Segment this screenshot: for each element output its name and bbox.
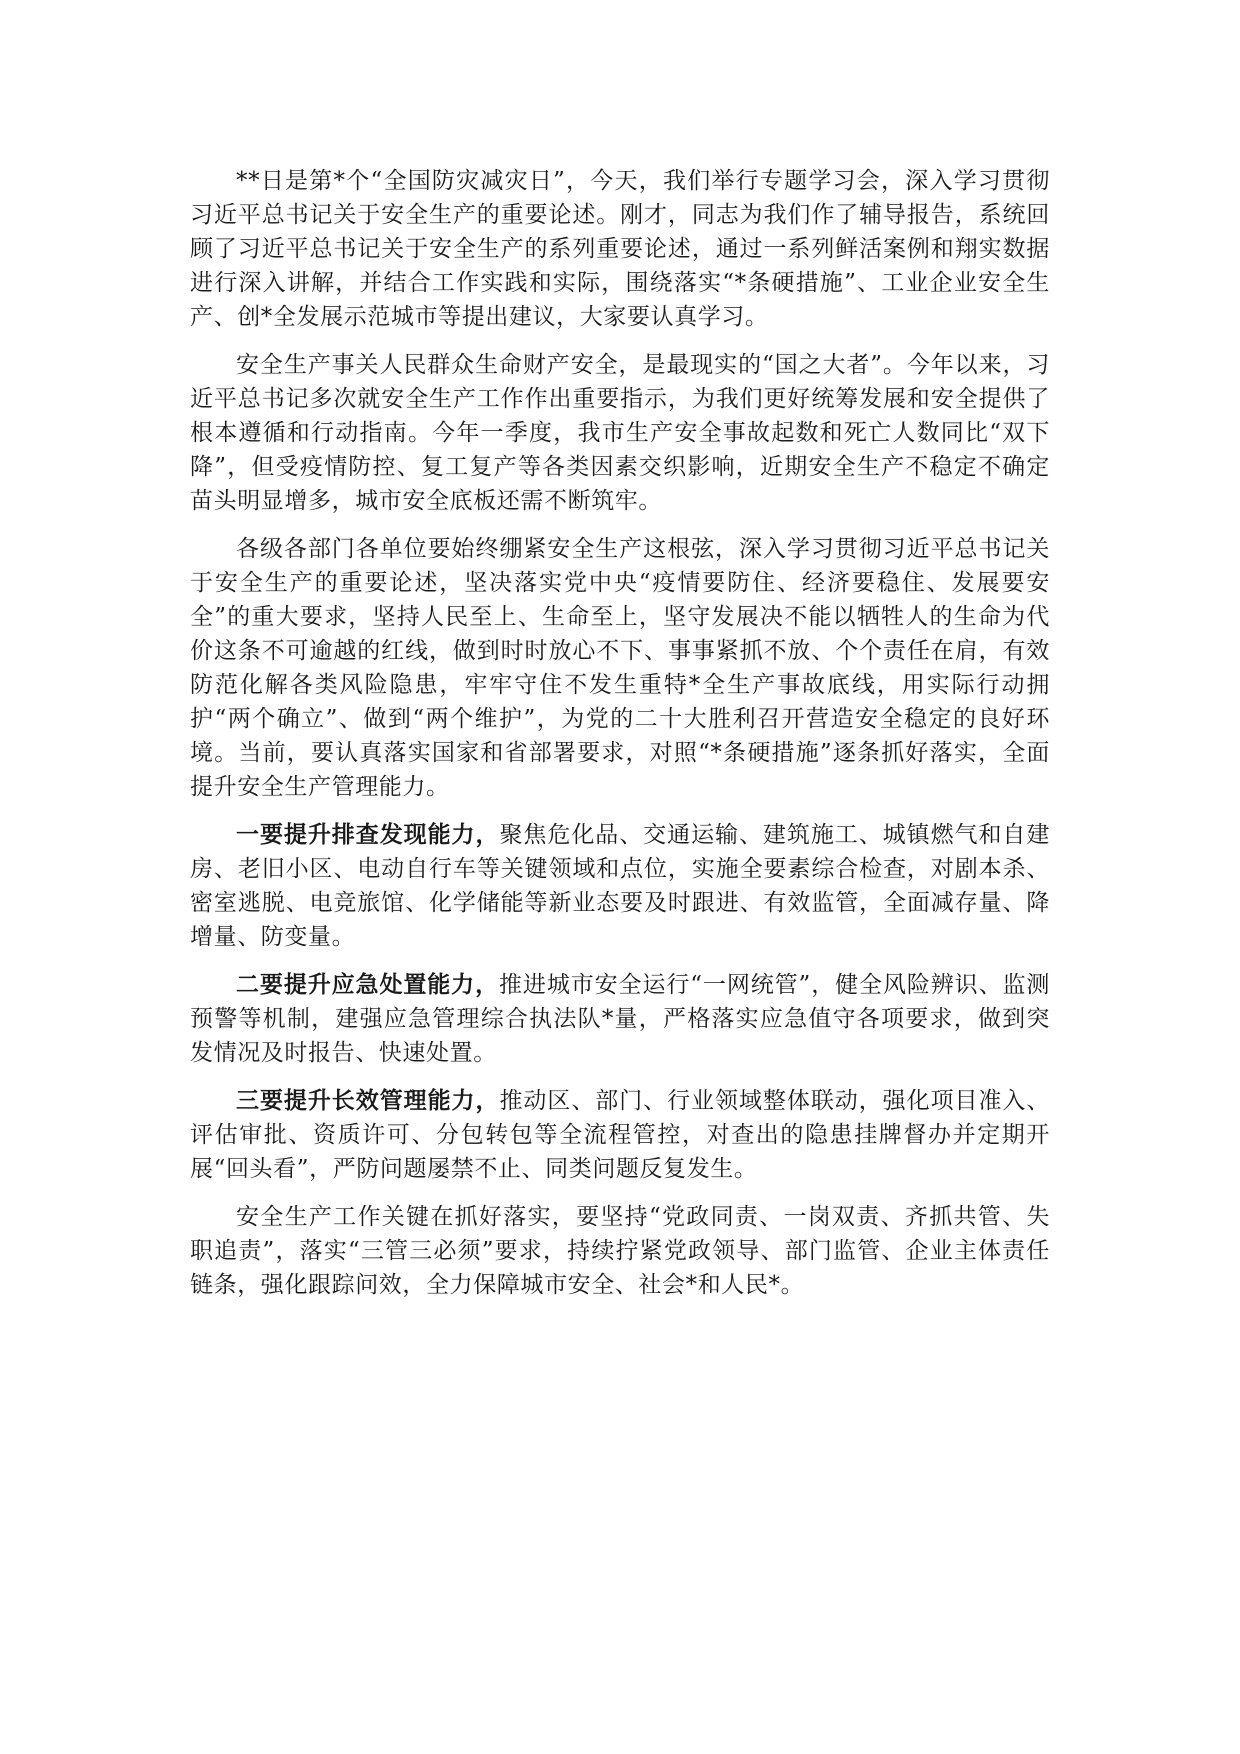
paragraph-text: 安全生产工作关键在抓好落实，要坚持“党政同责、一岗双责、齐抓共管、失职追责”，落实“三管三必须”要求，持续拧紧党政领导、部门监管、企业主体责任链条，强化跟踪问效，全力保障城市安全、社会*和人民*。 — [190, 1204, 1050, 1298]
paragraph-lead: 三要提升长效管理能力， — [236, 1087, 500, 1114]
paragraph-lead: 一要提升排查发现能力， — [236, 821, 500, 848]
paragraph-text: 推进城市安全运行“一网统管”，健全风险辨识、监测预警等机制，建强应急管理综合执法队*量，严格落实应急值守各项要求，做到突发情况及时报告、快速处置。 — [190, 972, 1050, 1066]
paragraph-point-two — [190, 968, 1050, 1070]
paragraph-text: 各级各部门各单位要始终绷紧安全生产这根弦，深入学习贯彻习近平总书记关于安全生产的重要论述，坚决落实党中央“疫情要防住、经济要稳住、发展要安全”的重大要求，坚持人民至上、生命至上，坚守发展决不能以牺牲人的生命为代价这条不可逾越的红线，做到时时放心不下、事事紧抓不放、个个责任在肩，有效防范化解各类风险隐患，牢牢守住不发生重特*全生产事故底线，用实际行动拥护“两个确立”、做到“两个维护”，为党的二十大胜利召开营造安全稳定的良好环境。当前，要认真落实国家和省部署要求，对照“*条硬措施”逐条抓好落实，全面提升安全生产管理能力。 — [190, 536, 1050, 800]
paragraph-text: 安全生产事关人民群众生命财产安全，是最现实的“国之大者”。今年以来，习近平总书记多次就安全生产工作作出重要指示，为我们更好统筹发展和安全提供了根本遵循和行动指南。今年一季度，我市生产安全事故起数和死亡人数同比“双下降”，但受疫情防控、复工复产等各类因素交织影响，近期安全生产不稳定不确定苗头明显增多，城市安全底板还需不断筑牢。 — [190, 352, 1050, 514]
paragraph-text: **日是第*个“全国防灾减灾日”，今天，我们举行专题学习会，深入学习贯彻习近平总书记关于安全生产的重要论述。刚才，同志为我们作了辅导报告，系统回顾了习近平总书记关于安全生产的系列重要论述，通过一系列鲜活案例和翔实数据进行深入讲解，并结合工作实践和实际，围绕落实“*条硬措施”、工业企业安全生产、创*全发展示范城市等提出建议，大家要认真学习。 — [190, 168, 1050, 330]
paragraph-text: 推动区、部门、行业领域整体联动，强化项目准入、评估审批、资质许可、分包转包等全流程管控，对查出的隐患挂牌督办并定期开展“回头看”，严防问题屡禁不止、同类问题反复发生。 — [190, 1088, 1050, 1182]
paragraph-point-three — [190, 1084, 1050, 1186]
paragraph-point-one — [190, 818, 1050, 954]
paragraph-text: 聚焦危化品、交通运输、建筑施工、城镇燃气和自建房、老旧小区、电动自行车等关键领域和点位，实施全要素综合检查，对剧本杀、密室逃脱、电竞旅馆、化学储能等新业态要及时跟进、有效监管，全面减存量、降增量、防变量。 — [190, 822, 1050, 950]
paragraph-intro — [190, 164, 1050, 334]
paragraph-conclusion — [190, 1200, 1050, 1302]
document-body — [190, 164, 1050, 1316]
paragraph-lead: 二要提升应急处置能力， — [236, 971, 499, 998]
paragraph-requirements — [190, 532, 1050, 804]
paragraph-context — [190, 348, 1050, 518]
